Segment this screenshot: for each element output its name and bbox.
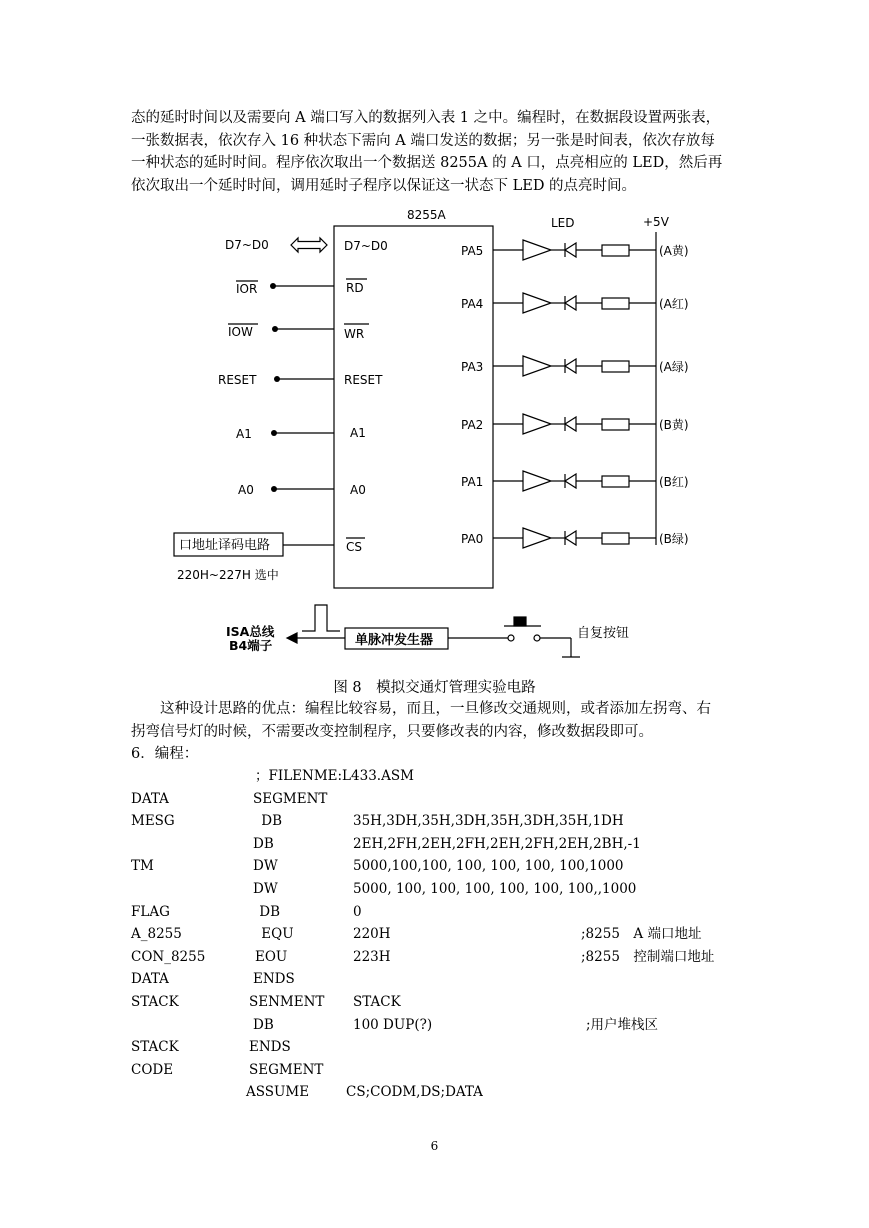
- page-number: 6: [430, 1139, 439, 1153]
- led-diode-icon: [565, 531, 576, 545]
- code-comment: ;8255 A 端口地址: [581, 926, 702, 943]
- led-rows: [493, 240, 656, 548]
- left-signal-iow: IOW: [228, 325, 253, 339]
- code-label: STACK: [131, 1039, 179, 1056]
- code-op: DB: [253, 835, 274, 852]
- code-label: TM: [131, 858, 154, 875]
- resistor-icon: [602, 419, 629, 430]
- code-arg: CS;CODM,DS;DATA: [346, 1084, 483, 1101]
- port-pin-label: PA4: [461, 297, 484, 311]
- arrow-left-icon: [287, 633, 297, 643]
- code-comment: ;用户堆栈区: [586, 1016, 659, 1033]
- code-op: ASSUME: [246, 1084, 310, 1101]
- supply-label: +5V: [643, 215, 669, 229]
- light-label: (A红): [659, 297, 689, 311]
- led-diode-icon: [565, 296, 576, 310]
- buffer-icon: [523, 293, 551, 313]
- code-arg: 5000, 100, 100, 100, 100, 100, 100,,1000: [353, 881, 637, 897]
- code-label: FLAG: [131, 903, 170, 920]
- port-pin-label: PA0: [461, 532, 484, 546]
- code-op: DB: [257, 813, 283, 830]
- resistor-icon: [602, 476, 629, 487]
- led-row: [493, 471, 656, 491]
- code-op: SENMENT: [249, 994, 325, 1010]
- code-op: ；FILENME:L433.ASM: [255, 768, 414, 784]
- led-row: [493, 293, 656, 313]
- code-comment: ;8255 控制端口地址: [581, 948, 715, 965]
- code-op: DB: [253, 1016, 274, 1033]
- left-signal-d7d0: D7~D0: [225, 238, 269, 252]
- led-diode-icon: [565, 243, 576, 257]
- port-pin-label: PA5: [461, 244, 484, 258]
- code-arg: 35H,3DH,35H,3DH,35H,3DH,35H,1DH: [353, 813, 624, 830]
- code-label: A_8255: [131, 926, 182, 943]
- resistor-icon: [602, 533, 629, 544]
- code-arg: 0: [353, 903, 362, 920]
- pin-cs: CS: [346, 540, 362, 554]
- after-line: 这种设计思路的优点：编程比较容易，而且，一旦修改交通规则，或者添加左拐弯、右: [160, 701, 711, 717]
- resistor-icon: [602, 245, 629, 256]
- code-label: CODE: [131, 1061, 174, 1078]
- code-op: DB: [255, 903, 281, 920]
- section-heading: 6．编程：: [131, 746, 199, 762]
- light-label: (A绿): [659, 360, 689, 374]
- pin-a1: A1: [350, 426, 366, 440]
- figure-caption: 图 8 模拟交通灯管理实验电路: [333, 680, 536, 696]
- code-label: STACK: [131, 994, 179, 1010]
- pin-wr: WR: [344, 327, 365, 341]
- left-signal-reset: RESET: [218, 373, 257, 387]
- code-op: EQU: [257, 926, 294, 943]
- code-op: SEGMENT: [253, 790, 328, 807]
- buffer-icon: [523, 528, 551, 548]
- decoder-label: 口地址译码电路: [179, 538, 271, 553]
- led-diode-icon: [565, 474, 576, 488]
- code-label: CON_8255: [131, 948, 206, 965]
- left-signal-a1: A1: [236, 427, 252, 441]
- led-row: [493, 414, 656, 434]
- code-arg: 100 DUP(?): [353, 1016, 433, 1033]
- code-op: DW: [253, 881, 278, 897]
- port-pin-label: PA2: [461, 418, 484, 432]
- buffer-icon: [523, 414, 551, 434]
- code-arg: 220H: [353, 926, 391, 943]
- after-paragraph: [131, 698, 739, 766]
- led-row: [493, 240, 656, 260]
- code-arg: STACK: [353, 994, 401, 1010]
- left-signal-a0: A0: [238, 483, 254, 497]
- code-arg: 223H: [353, 948, 391, 965]
- port-pin-label: PA1: [461, 475, 484, 489]
- code-label: MESG: [131, 813, 175, 830]
- decoder-range: 220H~227H 选中: [177, 568, 279, 582]
- isa-label-2: B4端子: [229, 638, 273, 653]
- buffer-icon: [523, 240, 551, 260]
- intro-line: 依次取出一个延时时间，调用延时子程序以保证这一状态下 LED 的点亮时间。: [131, 177, 637, 194]
- after-line: 拐弯信号灯的时候，不需要改变控制程序，只要修改表的内容，修改数据段即可。: [131, 723, 653, 740]
- light-label: (B红): [659, 475, 689, 489]
- resistor-icon: [602, 298, 629, 309]
- code-arg: 5000,100,100, 100, 100, 100, 100,1000: [353, 858, 624, 875]
- intro-line: 一张数据表，依次存入 16 种状态下需向 A 端口发送的数据；另一张是时间表，依次存放每: [131, 132, 715, 149]
- pin-d7d0: D7~D0: [344, 239, 388, 253]
- intro-line: 一种状态的延时时间。程序依次取出一个数据送 8255A 的 A 口，点亮相应的 LED，然后再: [131, 155, 723, 171]
- pin-rd: RD: [346, 281, 364, 295]
- pulse-waveform: [302, 605, 340, 631]
- light-label: (B绿): [659, 532, 689, 546]
- intro-line: 态的延时时间以及需要向 A 端口写入的数据列入表 1 之中。编程时，在数据段设置两张表，: [131, 110, 721, 126]
- isa-label-1: ISA总线: [226, 624, 275, 639]
- port-pin-label: PA3: [461, 360, 484, 374]
- light-label: (A黄): [659, 244, 689, 258]
- light-label: (B黄): [659, 418, 689, 432]
- bus-arrow-icon: [291, 238, 327, 252]
- code-op: SEGMENT: [249, 1061, 324, 1078]
- buffer-icon: [523, 471, 551, 491]
- code-op: DW: [253, 858, 278, 875]
- left-signal-ior: IOR: [236, 282, 258, 296]
- led-diode-icon: [565, 359, 576, 373]
- led-diode-icon: [565, 417, 576, 431]
- buffer-icon: [523, 356, 551, 376]
- code-arg: 2EH,2FH,2EH,2FH,2EH,2FH,2EH,2BH,-1: [353, 835, 641, 852]
- pin-a0: A0: [350, 483, 366, 497]
- resistor-icon: [602, 361, 629, 372]
- led-row: [493, 528, 656, 548]
- led-row: [493, 356, 656, 376]
- pin-reset: RESET: [344, 373, 383, 387]
- led-label: LED: [551, 216, 575, 230]
- chip-title: 8255A: [407, 208, 446, 222]
- button-label: 自复按钮: [577, 626, 630, 641]
- code-op: ENDS: [253, 971, 295, 988]
- pulse-generator-label: 单脉冲发生器: [355, 633, 434, 648]
- code-op: ENDS: [249, 1039, 291, 1056]
- code-label: DATA: [131, 971, 169, 988]
- push-button-cap: [514, 617, 526, 626]
- code-label: DATA: [131, 790, 169, 807]
- code-op: EOU: [255, 948, 288, 965]
